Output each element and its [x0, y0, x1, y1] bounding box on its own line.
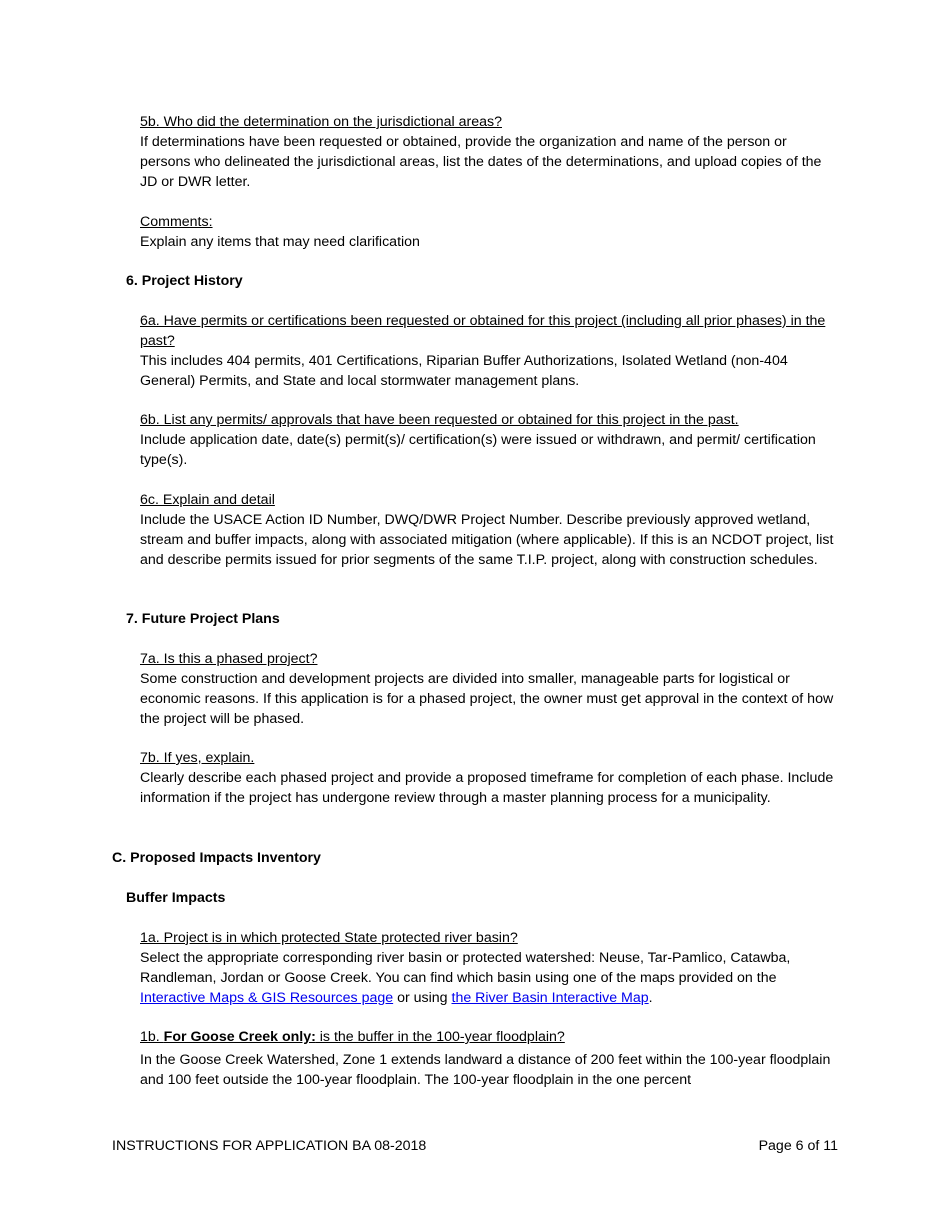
section-7b-body: Clearly describe each phased project and provide a proposed timeframe for completion of each phase. Include information if the project has undergone review through a master planning process for a municipality. [140, 770, 834, 806]
section-1a-body [140, 948, 835, 1008]
section-6c-title: 6c. Explain and detail [140, 492, 275, 508]
section-6a-body: This includes 404 permits, 401 Certifications, Riparian Buffer Authorizations, Isolated Wetland (non-404 General) Permits, and State and local stormwater management plans. [140, 353, 788, 389]
section-1b-rest: is the buffer in the 100-year floodplain? [315, 1029, 565, 1045]
section-6c [140, 490, 835, 570]
section-1a-title: 1a. Project is in which protected State protected river basin? [140, 930, 518, 946]
section-c-heading: C. Proposed Impacts Inventory [112, 850, 321, 866]
section-7b [140, 748, 835, 808]
section-1b-title [140, 1027, 835, 1047]
section-1b-prefix: 1b. [140, 1029, 164, 1045]
section-1a [140, 928, 835, 1008]
buffer-impacts-heading: Buffer Impacts [126, 890, 226, 906]
section-7a [140, 649, 835, 729]
section-6b [140, 410, 835, 470]
interactive-maps-link[interactable]: Interactive Maps & GIS Resources page [140, 990, 394, 1006]
section-1b-body: In the Goose Creek Watershed, Zone 1 extends landward a distance of 200 feet within the 100-year floodplain and 100 feet outside the 100-year floodplain. The 100-year floodplain in the one percent [140, 1052, 831, 1088]
section-6b-title: 6b. List any permits/ approvals that have been requested or obtained for this project in the past. [140, 412, 739, 428]
section-6-heading: 6. Project History [126, 273, 243, 289]
section-7-heading: 7. Future Project Plans [126, 611, 280, 627]
section-7a-body: Some construction and development projects are divided into smaller, manageable parts for logistical or economic reasons. If this application is for a phased project, the owner must get approval in the context of how the project will be phased. [140, 671, 834, 727]
section-6a-title: 6a. Have permits or certifications been requested or obtained for this project (including all prior phases) in the past? [140, 313, 826, 349]
section-1b-bold: For Goose Creek only: [163, 1029, 316, 1045]
section-1a-mid-text: or using [393, 990, 452, 1006]
comments-section [140, 212, 835, 252]
comments-title: Comments: [140, 214, 213, 230]
river-basin-map-link[interactable]: the River Basin Interactive Map [451, 990, 649, 1006]
section-7a-title: 7a. Is this a phased project? [140, 651, 318, 667]
footer-title: INSTRUCTIONS FOR APPLICATION BA 08-2018 [112, 1138, 427, 1154]
section-1b [140, 1027, 835, 1090]
section-5b-title: 5b. Who did the determination on the jurisdictional areas? [140, 114, 502, 130]
section-5b [140, 112, 835, 192]
comments-body: Explain any items that may need clarification [140, 234, 420, 250]
section-1a-end-text: . [648, 990, 653, 1006]
page-number: Page 6 of 11 [758, 1138, 838, 1154]
section-5b-body: If determinations have been requested or obtained, provide the organization and name of the person or persons who delineated the jurisdictional areas, list the dates of the determinations, and upload copies of the JD or DWR letter. [140, 134, 822, 190]
section-6b-body: Include application date, date(s) permit(s)/ certification(s) were issued or withdrawn, and permit/ certification type(s). [140, 432, 816, 468]
section-6a [140, 311, 835, 391]
section-7b-title: 7b. If yes, explain. [140, 750, 255, 766]
section-6c-body: Include the USACE Action ID Number, DWQ/DWR Project Number. Describe previously approved wetland, stream and buffer impacts, along with associated mitigation (where applicable). If this is an NCDOT project, list and describe permits issued for prior segments of the same T.I.P. project, along with construction schedules. [140, 512, 834, 568]
section-1a-body-text: Select the appropriate corresponding river basin or protected watershed: Neuse, Tar-Pamlico, Catawba, Randleman, Jordan or Goose Creek. You can find which basin using one of the maps provided on the [140, 950, 791, 986]
